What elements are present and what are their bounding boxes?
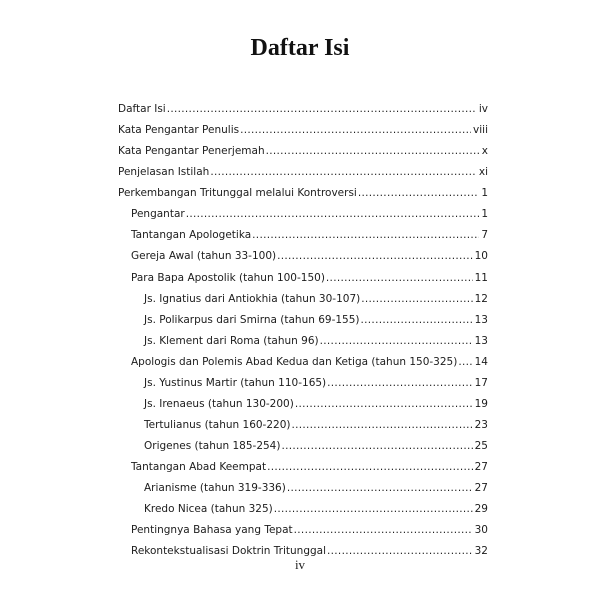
toc-entry-label: Gereja Awal (tahun 33-100) [131, 250, 277, 263]
toc-entry-page: 30 [474, 524, 488, 537]
toc-entry[interactable] [118, 481, 488, 502]
toc-entry-label: Js. Polikarpus dari Smirna (tahun 69-155) [144, 313, 360, 326]
toc-entry-label: Kredo Nicea (tahun 325) [144, 503, 273, 516]
toc-entry-page: 14 [474, 355, 488, 368]
dot-leader [327, 376, 472, 390]
toc-entry-page: 13 [474, 313, 488, 326]
toc-entry[interactable] [118, 502, 488, 523]
toc-entry[interactable] [118, 123, 488, 144]
toc-entry[interactable] [118, 460, 488, 481]
dot-leader [281, 439, 472, 453]
toc-entry-label: Js. Klement dari Roma (tahun 96) [144, 334, 319, 347]
toc-entry-label: Apologis dan Polemis Abad Kedua dan Ketiga (tahun 150-325) [131, 355, 458, 368]
toc-entry[interactable] [118, 376, 488, 397]
dot-leader [320, 334, 473, 348]
toc-entry[interactable] [118, 439, 488, 460]
dot-leader [277, 249, 473, 263]
toc-entry-page: 32 [474, 545, 488, 558]
dot-leader [210, 165, 477, 179]
toc-entry-label: Para Bapa Apostolik (tahun 100-150) [131, 271, 325, 284]
toc-entry-label: Arianisme (tahun 319-336) [144, 482, 286, 495]
dot-leader [274, 502, 473, 516]
toc-entry-label: Origenes (tahun 185-254) [144, 440, 281, 452]
toc-entry-page: iv [478, 103, 488, 115]
dot-leader [167, 102, 477, 116]
toc-entry-label: Pengantar [131, 208, 185, 221]
toc-entry-page: 7 [481, 229, 488, 242]
toc-entry-page: 1 [481, 208, 488, 221]
toc-entry[interactable] [118, 397, 488, 418]
toc-entry[interactable] [118, 292, 488, 313]
dot-leader [295, 397, 473, 411]
toc-entry[interactable] [118, 271, 488, 292]
toc-entry-label: Kata Pengantar Penulis [118, 124, 240, 137]
dot-leader [294, 523, 473, 537]
dot-leader [267, 460, 473, 474]
toc-entry-page: 17 [474, 376, 488, 389]
toc-entry-page: x [481, 145, 488, 158]
toc-entry-page: 1 [481, 187, 488, 200]
toc-entry-label: Daftar Isi [118, 103, 166, 115]
toc-entry[interactable] [118, 334, 488, 355]
toc-entry-page: 23 [474, 418, 488, 431]
dot-leader [186, 207, 480, 221]
toc-entry-label: Js. Irenaeus (tahun 130-200) [144, 397, 294, 410]
dot-leader [361, 313, 473, 327]
toc-entry[interactable] [118, 523, 488, 544]
toc-entry-label: Pentingnya Bahasa yang Tepat [131, 524, 293, 537]
toc-entry-page: 12 [474, 292, 488, 305]
toc-entry[interactable] [118, 418, 488, 439]
toc-entry-label: Penjelasan Istilah [118, 166, 210, 179]
toc-entry-page: 27 [474, 482, 488, 495]
toc-entry-label: Tantangan Apologetika [131, 229, 252, 242]
page-number: iv [294, 557, 306, 572]
dot-leader [287, 481, 473, 495]
toc-entry-label: Perkembangan Tritunggal melalui Kontroversi [118, 187, 357, 200]
toc-entry-page: 10 [474, 250, 488, 263]
toc-entry-page: 25 [474, 440, 488, 452]
dot-leader [458, 355, 472, 369]
dot-leader [361, 292, 472, 306]
dot-leader [266, 144, 480, 158]
toc-entry[interactable] [118, 144, 488, 165]
toc-entry-label: Tantangan Abad Keempat [131, 461, 267, 474]
dot-leader [240, 123, 471, 137]
page-title: Daftar Isi [250, 35, 350, 61]
toc-entry-label: Kata Pengantar Penerjemah [118, 145, 265, 158]
toc-entry-page: 27 [474, 461, 488, 474]
toc-entry-page: xi [478, 166, 488, 179]
toc-entry-label: Js. Ignatius dari Antiokhia (tahun 30-107) [144, 292, 361, 305]
dot-leader [252, 228, 479, 242]
toc-entry[interactable] [118, 165, 488, 186]
toc-entry[interactable] [118, 102, 488, 123]
toc-entry-label: Js. Yustinus Martir (tahun 110-165) [144, 376, 327, 389]
toc-entry[interactable] [118, 313, 488, 334]
toc-entry-label: Tertulianus (tahun 160-220) [144, 418, 291, 431]
toc-entry-page: viii [473, 124, 488, 137]
toc-entry[interactable] [118, 207, 488, 228]
dot-leader [326, 271, 473, 285]
table-of-contents [118, 102, 488, 565]
toc-entry[interactable] [118, 249, 488, 270]
dot-leader [358, 186, 479, 200]
toc-entry[interactable] [118, 186, 488, 207]
toc-entry[interactable] [118, 228, 488, 249]
toc-entry[interactable] [118, 355, 488, 376]
toc-entry-page: 13 [474, 334, 488, 347]
toc-entry-page: 19 [474, 397, 488, 410]
toc-entry-page: 29 [474, 503, 488, 516]
toc-entry-label: Rekontekstualisasi Doktrin Tritunggal [131, 545, 327, 558]
toc-entry-page: 11 [474, 271, 488, 284]
dot-leader [291, 418, 472, 432]
